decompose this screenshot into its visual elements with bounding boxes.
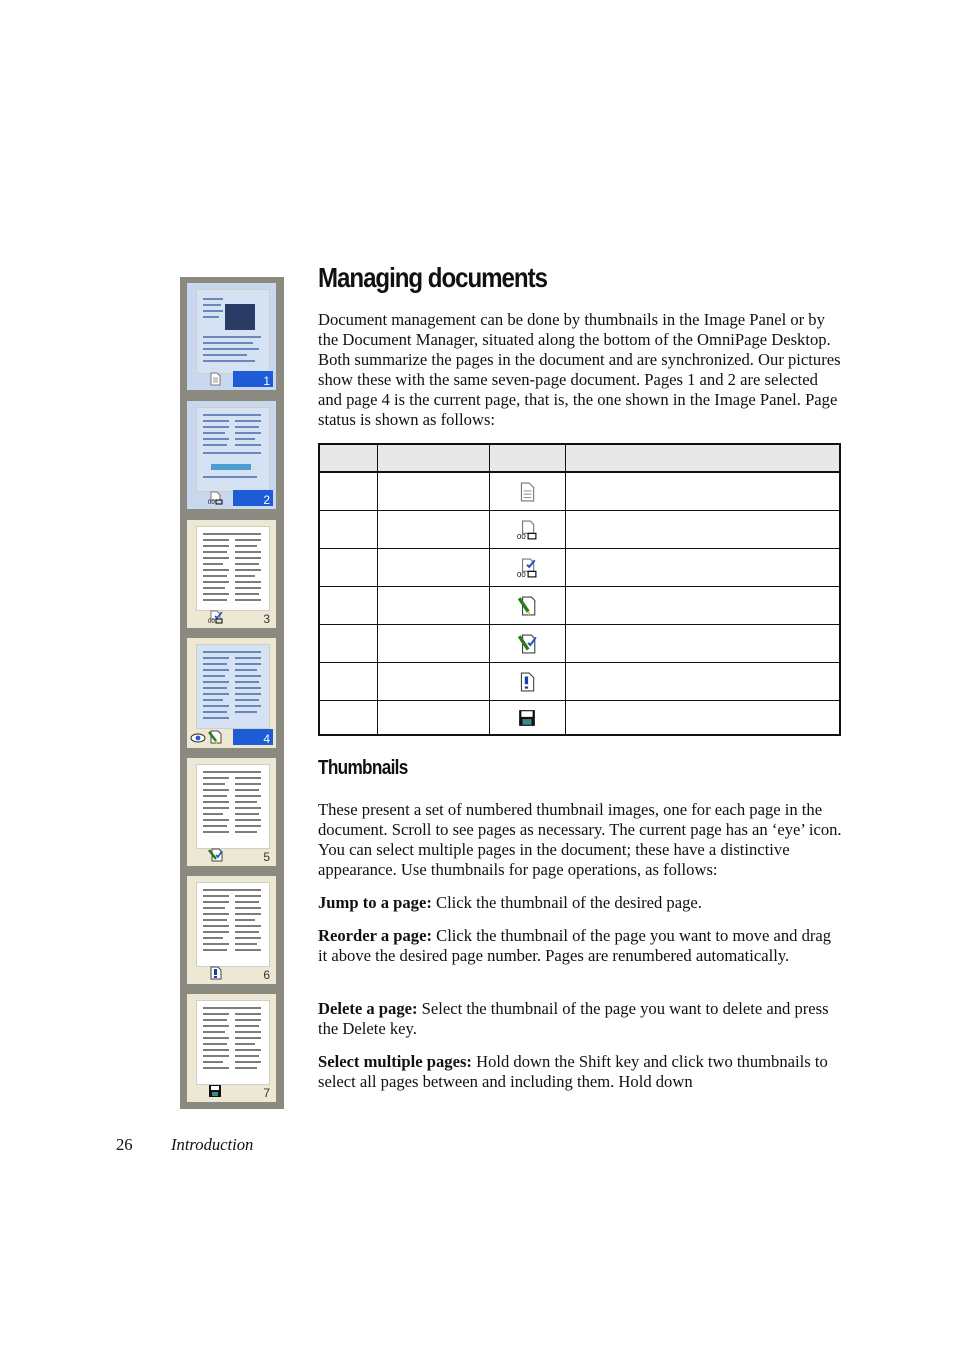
svg-text:00: 00	[517, 569, 526, 578]
thumbnail-page-3[interactable]	[187, 520, 276, 628]
table-row	[319, 587, 840, 625]
thumbnail-image	[196, 644, 270, 729]
intro-paragraph: Document management can be done by thumbnails in the Image Panel or by the Document Manager, situated along the bottom of the OmniPage Desktop. Both summarize the pages in the document and are synchronized. Our pictures show these with the same seven-page document. Pages 1 and 2 are selected and page 4 is the current page, that is, the one shown in the Image Panel. Page status is shown as follows:	[318, 310, 841, 429]
svg-text:00: 00	[517, 531, 526, 540]
table-row	[319, 701, 840, 736]
page-recognized-icon	[517, 520, 537, 540]
page-number: 26	[116, 1135, 133, 1154]
table-row	[319, 663, 840, 701]
section-heading: Thumbnails	[318, 757, 408, 779]
page-recognized-icon	[207, 491, 223, 505]
svg-text:00: 00	[208, 500, 215, 505]
thumbnail-number: 4	[263, 732, 270, 746]
operation-delete	[318, 999, 843, 1039]
thumbnail-page-5[interactable]	[187, 758, 276, 866]
page-not-recognized-icon	[207, 372, 223, 386]
operation-reorder	[318, 926, 843, 966]
thumbnail-number: 5	[263, 850, 270, 864]
thumbnail-image	[196, 407, 270, 492]
thumbnail-number: 1	[263, 374, 270, 388]
operation-text: Select the thumbnail of the page you want to delete and press the Delete key.	[318, 999, 829, 1038]
operation-jump	[318, 893, 843, 913]
page-saved-icon	[207, 1084, 223, 1098]
operation-label: Jump to a page:	[318, 893, 432, 912]
page-title: Managing documents	[318, 262, 547, 293]
thumbnail-image	[196, 289, 270, 374]
page-error-icon	[518, 672, 536, 692]
table-header-row	[319, 444, 840, 472]
table-row	[319, 625, 840, 663]
page-status-table	[318, 443, 841, 736]
table-row	[319, 472, 840, 511]
operation-text: Click the thumbnail of the page you want to move and drag it above the desired page number. Pages are renumbered automatically.	[318, 926, 832, 965]
thumbnail-number: 2	[263, 493, 270, 507]
operation-label: Reorder a page:	[318, 926, 432, 945]
page-proofread-icon	[207, 610, 223, 624]
thumbnail-image	[196, 764, 270, 849]
thumbnail-number: 7	[263, 1086, 270, 1100]
thumbnail-image	[196, 526, 270, 611]
thumbnail-page-2[interactable]	[187, 401, 276, 509]
operation-text: Hold down the Shift key and click two thumbnails to select all pages between and including them. Hold down	[318, 1052, 828, 1091]
svg-text:00: 00	[208, 619, 215, 624]
page-not-recognized-icon	[518, 482, 536, 502]
table-row	[319, 549, 840, 587]
thumbnail-page-6[interactable]	[187, 876, 276, 984]
thumbnail-number: 6	[263, 968, 270, 982]
page-proofread-icon	[517, 558, 537, 578]
thumbnail-image	[196, 882, 270, 967]
running-footer: Introduction	[171, 1135, 254, 1154]
thumbnail-image	[196, 1000, 270, 1085]
thumbnail-number: 3	[263, 612, 270, 626]
operation-label: Select multiple pages:	[318, 1052, 472, 1071]
page-edited-proofread-icon	[207, 848, 223, 862]
page-error-icon	[207, 966, 223, 980]
thumbnail-page-4[interactable]	[187, 638, 276, 748]
table-row	[319, 511, 840, 549]
operation-select	[318, 1052, 843, 1092]
page-edited-icon	[517, 596, 537, 616]
eye-icon	[190, 733, 206, 743]
page-edited-icon	[207, 730, 223, 744]
operation-label: Delete a page:	[318, 999, 418, 1018]
thumbnails-paragraph: These present a set of numbered thumbnail images, one for each page in the document. Scroll to see pages as necessary. The current page has an ‘eye’ icon. You can select multiple pages in the document; these have a distinctive appearance. Use thumbnails for page operations, as follows:	[318, 800, 842, 879]
page-saved-icon	[518, 709, 536, 727]
page-edited-proofread-icon	[517, 634, 537, 654]
thumbnail-page-1[interactable]	[187, 283, 276, 390]
thumbnail-page-7[interactable]	[187, 994, 276, 1102]
operation-text: Click the thumbnail of the desired page.	[431, 893, 702, 912]
thumbnail-panel	[180, 277, 284, 1109]
